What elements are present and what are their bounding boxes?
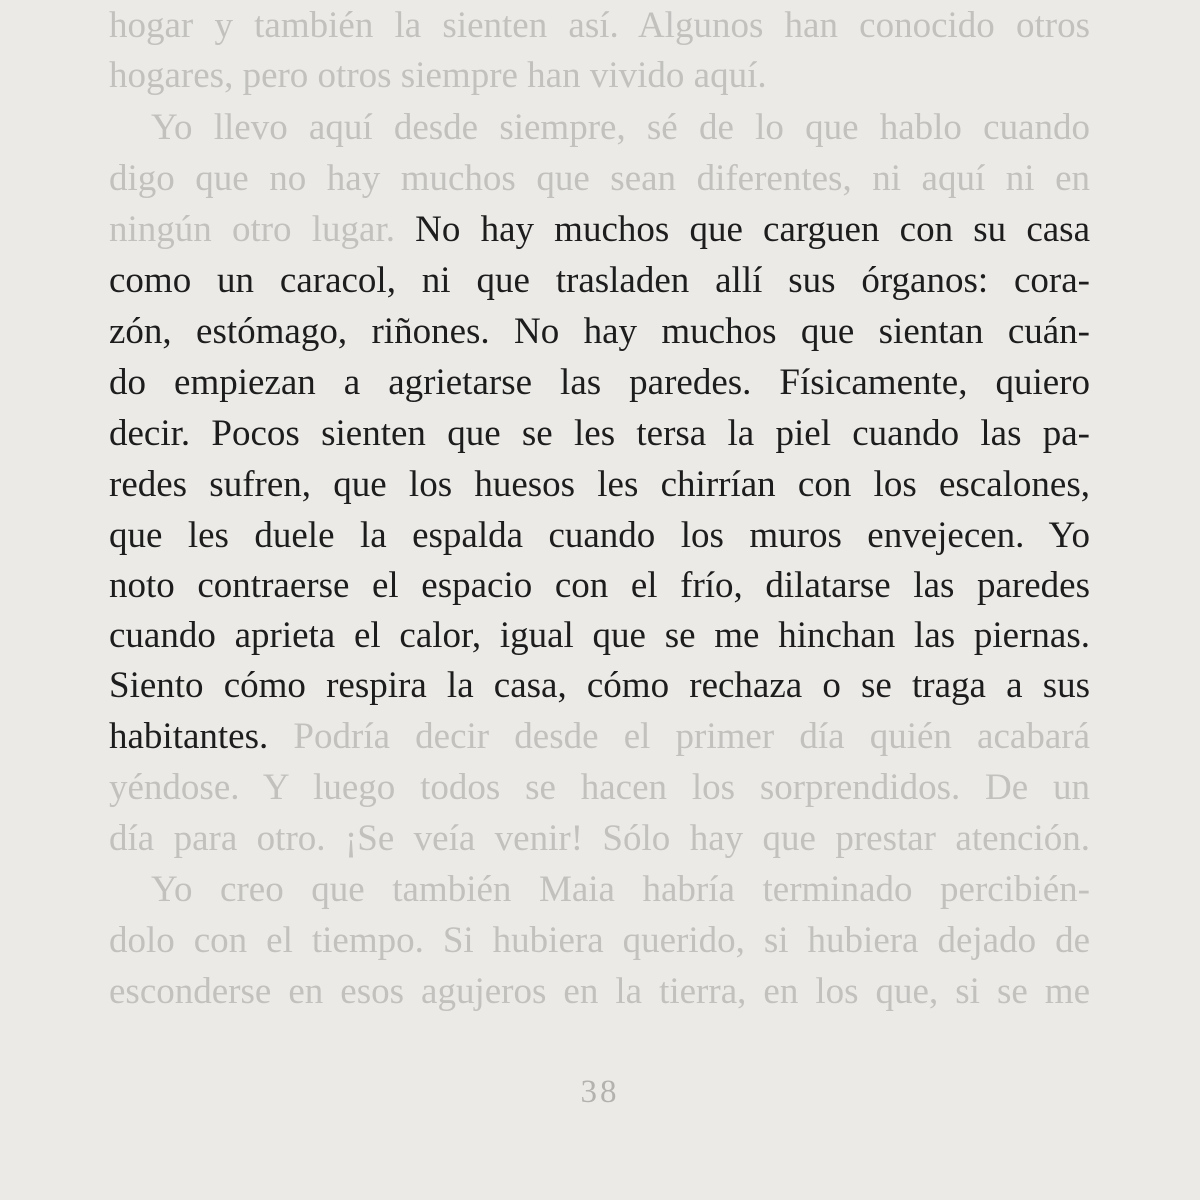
text-line-10 [109, 459, 1090, 511]
text-line-4 [109, 153, 1090, 205]
faded-text: hogar y también la sienten así. Algunos han conocido otros [109, 5, 1090, 46]
faded-text: dolo con el tiempo. Si hubiera querido, si hubiera dejado de [109, 920, 1090, 961]
text-line-13 [109, 610, 1090, 662]
highlighted-text: habitantes. [109, 716, 269, 757]
highlighted-text: zón, estómago, riñones. No hay muchos que sientan cuán- [109, 311, 1090, 352]
text-line-9 [109, 408, 1090, 460]
text-line-8 [109, 357, 1090, 409]
faded-text: ningún otro lugar. [109, 209, 395, 250]
text-line-16 [109, 762, 1090, 814]
faded-text: esconderse en esos agujeros en la tierra, en los que, si se me [109, 971, 1090, 1012]
faded-text: yéndose. Y luego todos se hacen los sorprendidos. De un [109, 767, 1090, 808]
text-line-6 [109, 255, 1090, 307]
text-line-2 [109, 50, 1090, 102]
text-line-12 [109, 560, 1090, 612]
highlighted-text: do empiezan a agrietarse las paredes. Físicamente, quiero [109, 362, 1090, 403]
text-line-14 [109, 660, 1090, 712]
highlighted-text: No hay muchos que carguen con su casa [394, 209, 1090, 250]
text-line-19 [109, 915, 1090, 967]
text-line-11 [109, 510, 1090, 562]
faded-text: Podría decir desde el primer día quién acabará [268, 716, 1090, 757]
text-line-18 [151, 864, 1090, 916]
text-line-3 [151, 102, 1090, 154]
highlighted-text: que les duele la espalda cuando los muros envejecen. Yo [109, 515, 1090, 556]
highlighted-text: como un caracol, ni que trasladen allí sus órganos: cora- [109, 260, 1090, 301]
text-line-5 [109, 204, 1090, 256]
faded-text: Yo creo que también Maia habría terminado percibién- [151, 869, 1090, 910]
text-line-15 [109, 711, 1090, 763]
text-line-17 [109, 813, 1090, 865]
text-line-1 [109, 0, 1090, 52]
faded-text: digo que no hay muchos que sean diferentes, ni aquí ni en [109, 158, 1090, 199]
highlighted-text: noto contraerse el espacio con el frío, dilatarse las paredes [109, 565, 1090, 606]
text-line-20 [109, 966, 1090, 1018]
faded-text: hogares, pero otros siempre han vivido aquí. [109, 55, 767, 96]
faded-text: Yo llevo aquí desde siempre, sé de lo que hablo cuando [151, 107, 1090, 148]
highlighted-text: cuando aprieta el calor, igual que se me hinchan las piernas. [109, 615, 1090, 656]
highlighted-text: Siento cómo respira la casa, cómo rechaza o se traga a sus [109, 665, 1090, 706]
highlighted-text: redes sufren, que los huesos les chirrían con los escalones, [109, 464, 1090, 505]
page-number: 38 [580, 1074, 620, 1110]
faded-text: día para otro. ¡Se veía venir! Sólo hay que prestar atención. [109, 818, 1090, 859]
highlighted-text: decir. Pocos sienten que se les tersa la piel cuando las pa- [109, 413, 1090, 454]
text-line-7 [109, 306, 1090, 358]
